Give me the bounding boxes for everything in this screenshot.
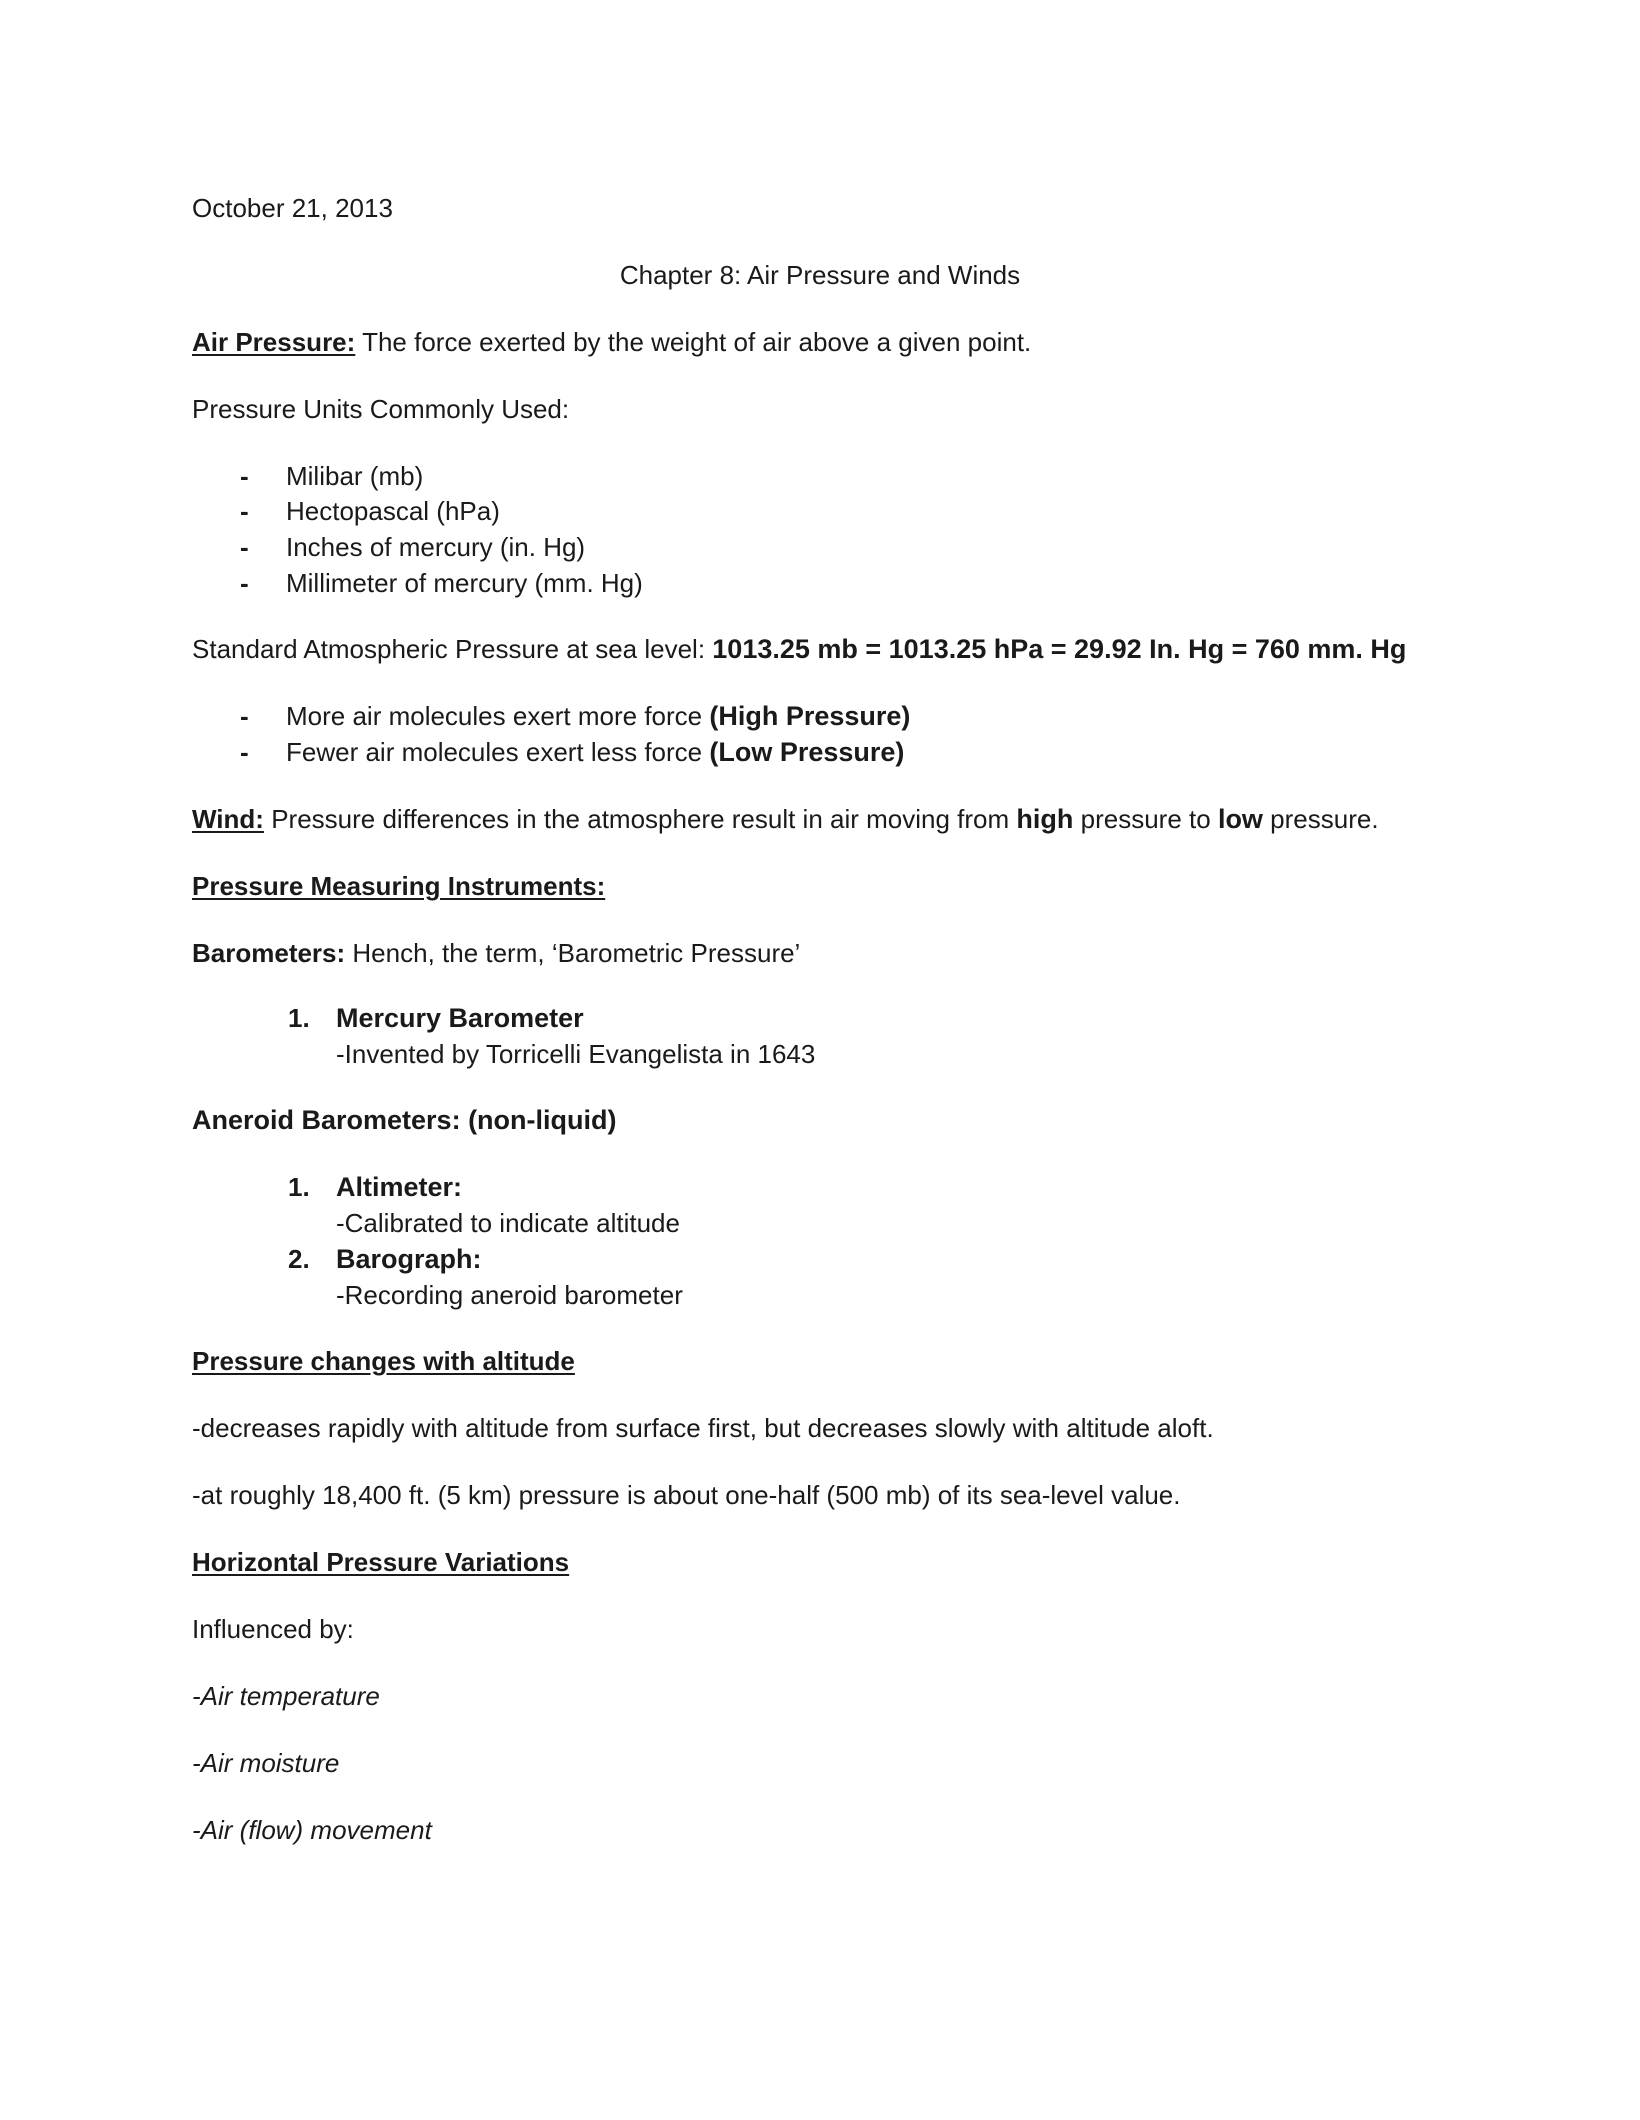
chapter-title: Chapter 8: Air Pressure and Winds bbox=[619, 260, 1021, 290]
unit-text: Milibar (mb) bbox=[286, 461, 424, 491]
list-item bbox=[240, 735, 904, 769]
standard-pressure-line bbox=[192, 632, 1406, 666]
altitude-heading: Pressure changes with altitude bbox=[192, 1346, 575, 1376]
force-text: More air molecules exert more force bbox=[286, 701, 703, 731]
instrument-note: -Recording aneroid barometer bbox=[336, 1280, 683, 1310]
bullet-mark: - bbox=[240, 496, 249, 526]
wind-text-b: pressure to bbox=[1080, 804, 1211, 834]
list-number: 2. bbox=[288, 1244, 310, 1274]
force-tag: (High Pressure) bbox=[709, 701, 911, 731]
standard-pressure-label: Standard Atmospheric Pressure at sea level: bbox=[192, 634, 706, 664]
wind-low: low bbox=[1217, 804, 1263, 834]
influenced-label: Influenced by: bbox=[192, 1614, 354, 1644]
instrument-note: -Calibrated to indicate altitude bbox=[336, 1208, 680, 1238]
wind-text-a: Pressure differences in the atmosphere result in air moving from bbox=[271, 804, 1010, 834]
altitude-note: -decreases rapidly with altitude from surface first, but decreases slowly with altitude aloft. bbox=[192, 1413, 1214, 1443]
barometers-term: Barometers: bbox=[192, 938, 346, 968]
instrument-note: -Invented by Torricelli Evangelista in 1643 bbox=[336, 1039, 816, 1069]
list-item bbox=[240, 459, 423, 493]
bullet-mark: - bbox=[240, 701, 249, 731]
instruments-heading: Pressure Measuring Instruments: bbox=[192, 871, 606, 901]
barometers-line bbox=[192, 936, 800, 970]
bullet-mark: - bbox=[240, 461, 249, 491]
date-line: October 21, 2013 bbox=[192, 193, 393, 223]
wind-term: Wind: bbox=[192, 804, 264, 834]
bullet-mark: - bbox=[240, 532, 249, 562]
standard-pressure-value: 1013.25 mb = 1013.25 hPa = 29.92 In. Hg = 760 mm. Hg bbox=[712, 634, 1407, 664]
barometers-text: Hench, the term, ‘Barometric Pressure’ bbox=[352, 938, 801, 968]
bullet-mark: - bbox=[240, 568, 249, 598]
wind-high: high bbox=[1016, 804, 1074, 834]
list-number: 1. bbox=[288, 1172, 310, 1202]
wind-text-c: pressure. bbox=[1270, 804, 1379, 834]
altitude-note: -at roughly 18,400 ft. (5 km) pressure is about one-half (500 mb) of its sea-level value. bbox=[192, 1480, 1181, 1510]
aneroid-heading: Aneroid Barometers: (non-liquid) bbox=[192, 1105, 617, 1135]
horizontal-heading: Horizontal Pressure Variations bbox=[192, 1547, 570, 1577]
air-pressure-text: The force exerted by the weight of air above a given point. bbox=[362, 327, 1032, 357]
wind-definition bbox=[192, 802, 1379, 836]
list-item bbox=[240, 699, 910, 733]
force-text: Fewer air molecules exert less force bbox=[286, 737, 703, 767]
list-item bbox=[288, 1001, 584, 1035]
air-pressure-term: Air Pressure: bbox=[192, 327, 356, 357]
air-pressure-definition bbox=[192, 325, 1031, 359]
list-item bbox=[240, 494, 500, 528]
units-heading: Pressure Units Commonly Used: bbox=[192, 394, 570, 424]
unit-text: Hectopascal (hPa) bbox=[286, 496, 500, 526]
force-tag: (Low Pressure) bbox=[709, 737, 905, 767]
instrument-name: Altimeter: bbox=[336, 1172, 463, 1202]
list-item bbox=[288, 1242, 482, 1276]
influence-item: -Air moisture bbox=[192, 1748, 340, 1778]
list-number: 1. bbox=[288, 1003, 310, 1033]
influence-item: -Air (flow) movement bbox=[192, 1815, 432, 1845]
list-item bbox=[240, 566, 643, 600]
instrument-name: Barograph: bbox=[336, 1244, 482, 1274]
instrument-name: Mercury Barometer bbox=[336, 1003, 584, 1033]
unit-text: Inches of mercury (in. Hg) bbox=[286, 532, 586, 562]
influence-item: -Air temperature bbox=[192, 1681, 380, 1711]
unit-text: Millimeter of mercury (mm. Hg) bbox=[286, 568, 643, 598]
list-item bbox=[288, 1170, 462, 1204]
list-item bbox=[240, 530, 585, 564]
bullet-mark: - bbox=[240, 737, 249, 767]
